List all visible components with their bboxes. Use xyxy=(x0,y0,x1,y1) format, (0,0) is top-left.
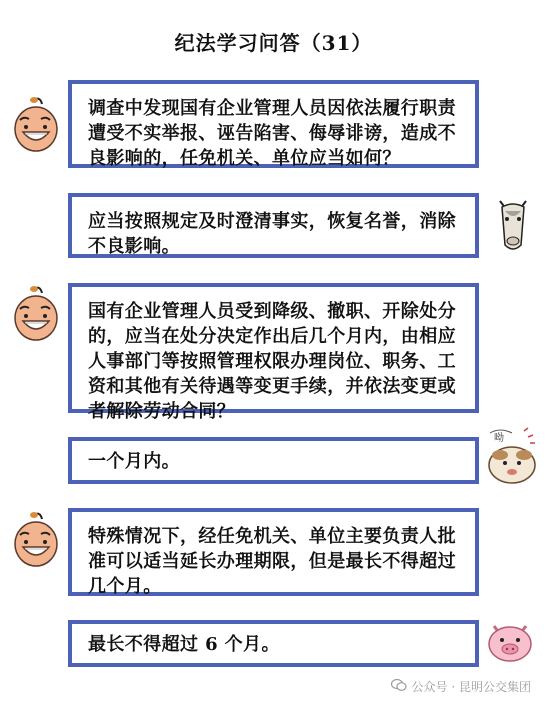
answer-box-2: 一个月内。 xyxy=(68,437,479,484)
horse-face-icon xyxy=(492,193,534,255)
smiling-man-icon xyxy=(12,511,60,569)
watermark xyxy=(391,678,531,695)
question-box-3: 特殊情况下，经任免机关、单位主要负责人批准可以适当延长办理期限，但是最长不得超过几个月。 xyxy=(68,508,479,596)
wechat-icon xyxy=(391,678,407,695)
answer-box-1: 应当按照规定及时澄清事实，恢复名誉，消除不良影响。 xyxy=(68,193,479,258)
pig-face-icon xyxy=(486,620,534,664)
sheep-character-icon xyxy=(484,425,540,487)
watermark-text: 公众号 · 昆明公交集团 xyxy=(411,680,531,694)
answer-box-3: 最长不得超过 6 个月。 xyxy=(68,620,479,667)
question-box-1: 调查中发现国有企业管理人员因依法履行职责遭受不实举报、诬告陷害、侮辱诽谤，造成不良影响的，任免机关、单位应当如何？ xyxy=(68,80,479,168)
sheep-caption: 呦 xyxy=(494,433,504,444)
smiling-man-icon xyxy=(12,96,60,154)
page-title: 纪法学习问答（31） xyxy=(174,31,373,55)
question-box-2: 国有企业管理人员受到降级、撤职、开除处分的，应当在处分决定作出后几个月内，由相应人事部门等按照管理权限办理岗位、职务、工资和其他有关待遇等变更手续，并依法变更或者解除劳动合同？ xyxy=(68,283,479,413)
smiling-man-icon xyxy=(12,285,60,343)
